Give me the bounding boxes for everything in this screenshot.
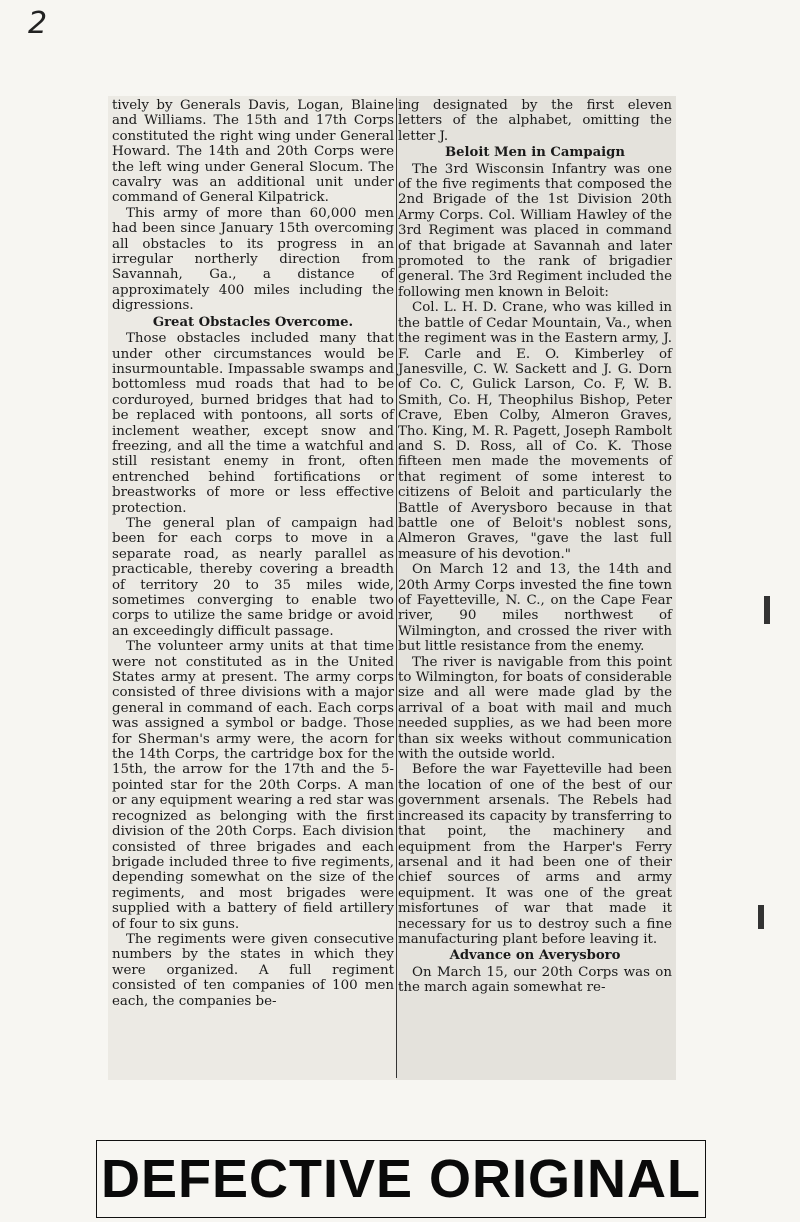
paragraph: The volunteer army units at that time were not constituted as in the United States army at present. The army corps consisted of three divisions with a major general in command of each. Each corps was assigned a symbol or badge. Those for Sherman's army were, the acorn for the 14th Corps, the cartridge box for the 15th, the arrow for the 17th and the 5-pointed star for the 20th Corps. A man or any equipment wearing a red star was recognized as belonging with the first division of the 20th Corps. Each division consisted of three brigades and each brigade included three to five regiments, depending somewhat on the size of the regiments, and most brigades were supplied with a battery of field artillery of four to six guns. — [112, 639, 394, 932]
paragraph: The regiments were given consecutive numbers by the states in which they were organized. A full regiment consisted of ten companies of 100 men each, the companies be- — [112, 931, 394, 1009]
paragraph: Col. L. H. D. Crane, who was killed in the battle of Cedar Mountain, Va., when the regiment was in the Eastern army, J. F. Carle and E. O. Kimberley of Janesville, C. W. Sackett and J. G. Dorn of Co. C, Gulick Larson, Co. F, W. B. Smith, Co. H, Theophilus Bishop, Peter Crave, Eben Colby, Almeron Graves, Tho. King, M. R. Pagett, Joseph Rambolt and S. D. Ross, all of Co. K. Those fifteen men made the movements of that regiment of some interest to citizens of Beloit and particularly the Battle of Averysboro because in that battle one of Beloit's noblest sons, Almeron Graves, "gave the last full measure of his devotion." — [398, 300, 672, 562]
paragraph: ing designated by the first eleven letters of the alphabet, omitting the letter J. — [398, 98, 672, 144]
column-divider — [396, 98, 397, 1078]
paragraph: Before the war Fayetteville had been the location of one of the best of our government arsenals. The Rebels had increased its capacity by transferring to that point, the machinery and equipment from the Harper's Ferry arsenal and it had been one of their chief sources of arms and army equipment. It was one of the great misfortunes of war that made it necessary for us to destroy such a fine manufacturing plant before leaving it. — [398, 762, 672, 947]
paragraph: The general plan of campaign had been for each corps to move in a separate road, as nearly parallel as practicable, thereby covering a breadth of territory 20 to 35 miles wide, sometimes converging to enable two corps to utilize the same bridge or avoid an exceedingly difficult passage. — [112, 515, 394, 639]
paragraph: On March 12 and 13, the 14th and 20th Army Corps invested the fine town of Fayetteville, N. C., on the Cape Fear river, 90 miles northwest of Wilmington, and crossed the river with but little resistance from the enemy. — [398, 562, 672, 655]
defective-original-stamp — [96, 1140, 706, 1218]
right-column — [398, 98, 672, 996]
scan-artifact-mark — [764, 596, 770, 624]
page-number: 2 — [28, 6, 48, 41]
left-column — [112, 98, 394, 1009]
scan-artifact-mark — [758, 905, 764, 929]
subheading: Beloit Men in Campaign — [445, 145, 625, 161]
paragraph: tively by Generals Davis, Logan, Blaine and Williams. The 15th and 17th Corps constituted the right wing under General Howard. The 14th and 20th Corps were the left wing under General Slocum. The cavalry was an additional unit under command of General Kilpatrick. — [112, 98, 394, 206]
paragraph: This army of more than 60,000 men had been since January 15th overcoming all obstacles to its progress in an irregular northerly direction from Savannah, Ga., a distance of approximately 400 miles including the digressions. — [112, 205, 394, 314]
paragraph: The 3rd Wisconsin Infantry was one of the five regiments that composed the 2nd Brigade of the 1st Division 20th Army Corps. Col. William Hawley of the 3rd Regiment was placed in command of that brigade at Savannah and later promoted to the rank of brigadier general. The 3rd Regiment included the following men known in Beloit: — [398, 161, 672, 300]
paragraph: The river is navigable from this point to Wilmington, for boats of considerable size and all were made glad by the arrival of a boat with mail and much needed supplies, as we had been more than six weeks without communication with the outside world. — [398, 654, 672, 763]
paragraph: Those obstacles included many that under other circumstances would be insurmountable. Impassable swamps and bottomless mud roads that had to be corduroyed, burned bridges that had to be replaced with pontoons, all sorts of inclement weather, except snow and freezing, and all the time a watchful and still resistant enemy in front, often entrenched behind fortifications or breastworks of more or less effective protection. — [112, 331, 394, 516]
defective-original-text: DEFECTIVE ORIGINAL — [100, 1149, 702, 1209]
subheading: Great Obstacles Overcome. — [152, 314, 354, 330]
paragraph: On March 15, our 20th Corps was on the march again somewhat re- — [398, 964, 672, 996]
subheading: Advance on Averysboro — [449, 948, 621, 964]
